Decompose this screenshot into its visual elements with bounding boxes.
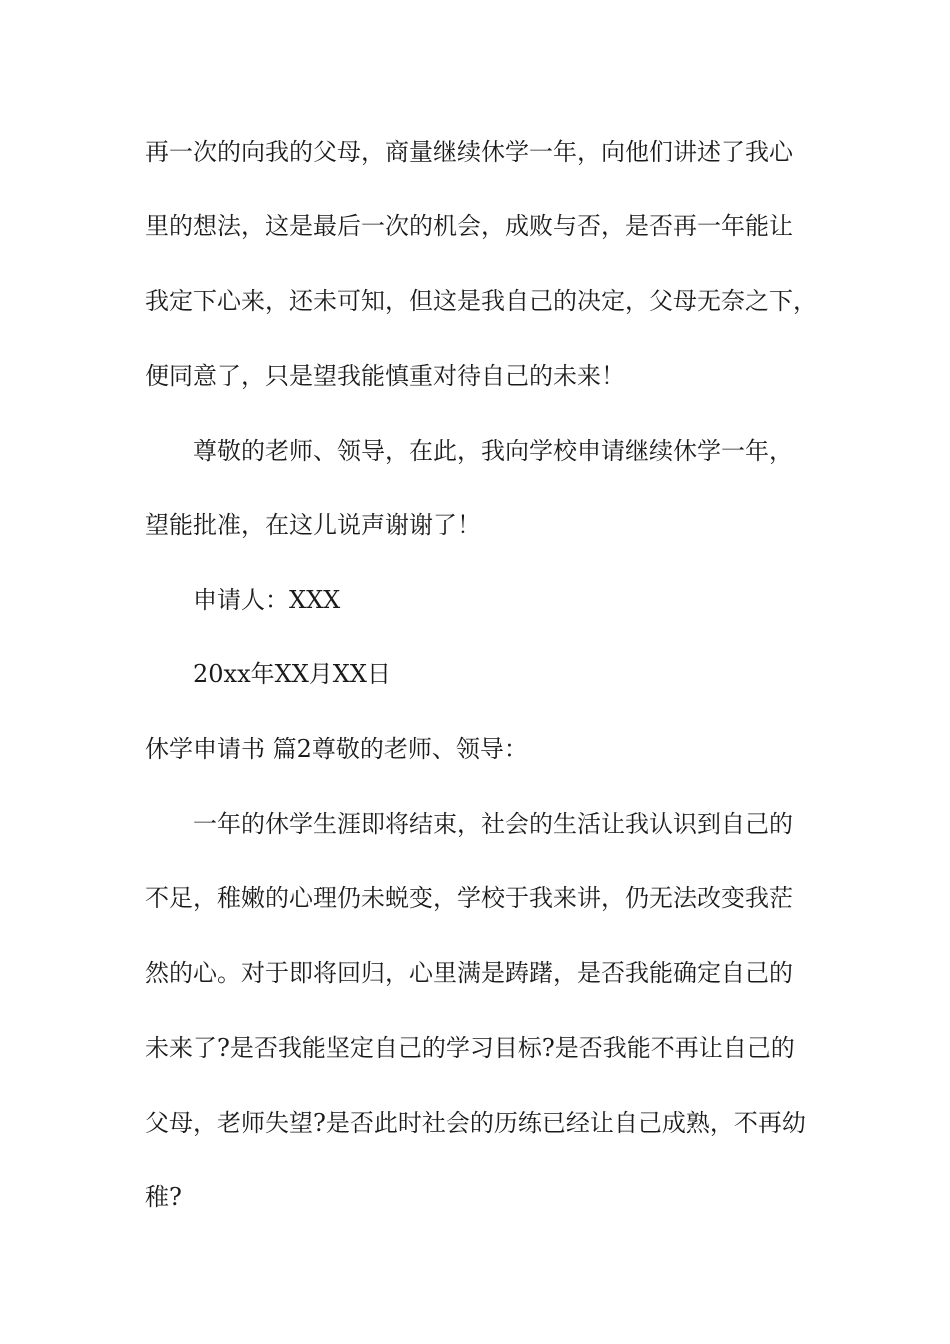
text-line: 我定下心来，还未可知，但这是我自己的决定，父母无奈之下， [145,287,817,315]
text-line: 里的想法，这是最后一次的机会，成败与否，是否再一年能让 [145,212,793,240]
date-line: 20xx年XX月XX日 [193,660,391,688]
text-line: 便同意了，只是望我能慎重对待自己的未来！ [145,362,625,390]
text-line: 稚? [145,1183,182,1211]
text-line: 然的心。对于即将回归，心里满是踌躇，是否我能确定自己的 [145,959,793,987]
section-heading: 休学申请书 篇2尊敬的老师、领导： [145,735,528,763]
text-line: 父母，老师失望?是否此时社会的历练已经让自己成熟，不再幼 [145,1109,806,1137]
text-line: 望能批准，在这儿说声谢谢了！ [145,511,481,539]
text-line: 未来了?是否我能坚定自己的学习目标?是否我能不再让自己的 [145,1034,795,1062]
text-line: 再一次的向我的父母，商量继续休学一年，向他们讲述了我心 [145,138,793,166]
text-line: 不足，稚嫩的心理仍未蜕变，学校于我来讲，仍无法改变我茫 [145,884,793,912]
text-line: 尊敬的老师、领导，在此，我向学校申请继续休学一年， [193,437,793,465]
applicant-line: 申请人：XXX [193,586,341,614]
text-line: 一年的休学生涯即将结束，社会的生活让我认识到自己的 [193,810,793,838]
